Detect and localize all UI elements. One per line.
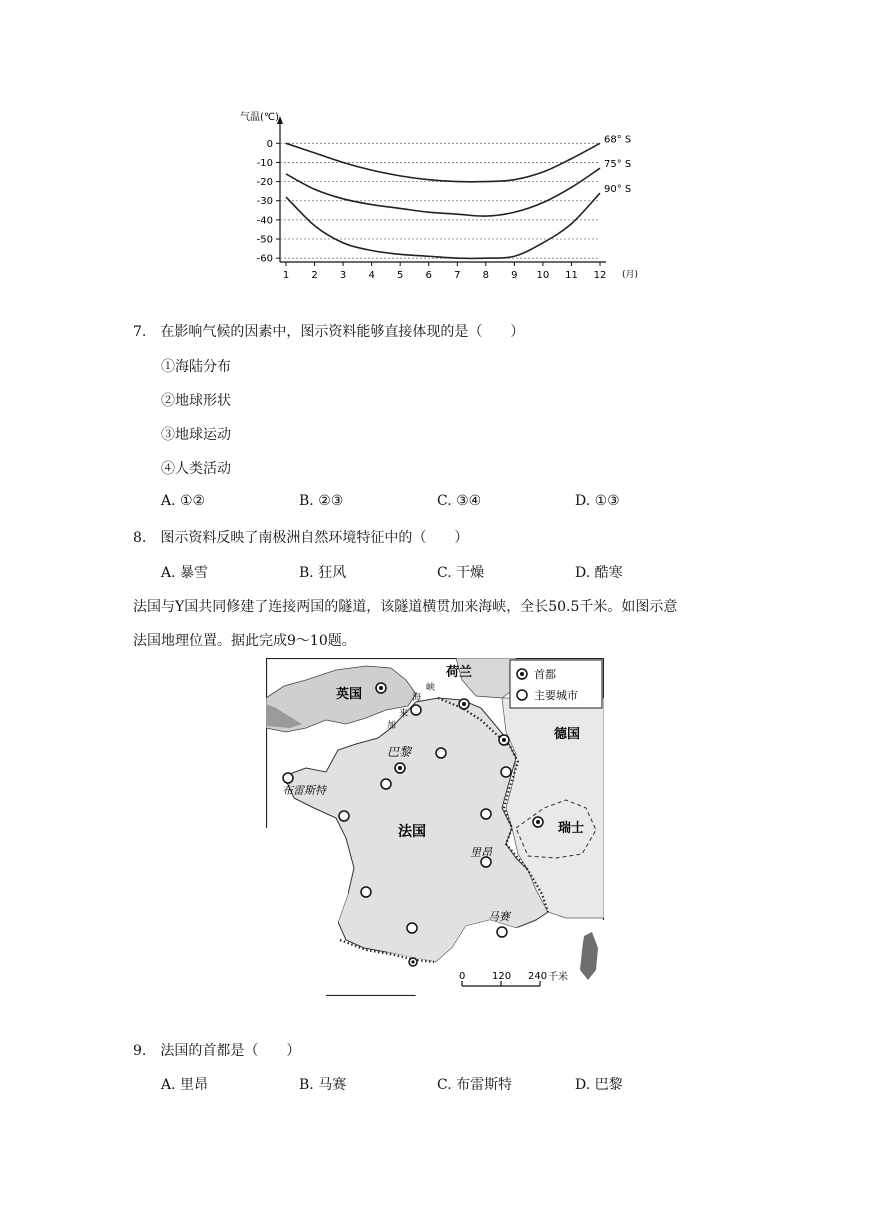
x-tick-label: 5	[396, 270, 404, 281]
y-axis-label: 气温(℃)	[240, 112, 280, 123]
scale-mid: 120	[492, 971, 512, 982]
label-paris: 巴黎	[387, 745, 412, 759]
q7-item-2: ②地球形状	[161, 393, 231, 409]
capital-marker-brussels	[459, 699, 469, 709]
passage-line-1: 法国与Y国共同修建了连接两国的隧道，该隧道横贯加来海峡，全长50.5千米。如图示意	[133, 599, 678, 615]
capital-marker-madrid-edge	[409, 958, 417, 966]
x-tick-label: 9	[511, 270, 518, 281]
q8-option-a[interactable]: A. 暴雪	[161, 565, 209, 581]
series-line-3	[286, 193, 600, 258]
label-strait-1: 海	[412, 693, 422, 703]
x-tick-label: 2	[311, 270, 318, 281]
y-tick-label: -60	[256, 253, 273, 265]
map-legend	[510, 660, 602, 708]
series-line-2	[286, 168, 600, 216]
capital-marker-bern	[533, 817, 543, 827]
y-tick-label: -40	[256, 215, 273, 227]
city-marker-calais	[411, 705, 421, 715]
x-tick-label: 8	[482, 270, 490, 281]
y-tick-label: -10	[256, 157, 273, 169]
x-tick-label: 4	[368, 270, 375, 281]
label-france: 法国	[398, 824, 426, 840]
q7-item-1: ①海陆分布	[161, 359, 231, 375]
q7-option-c[interactable]: C. ③④	[437, 493, 482, 509]
y-tick-label: 0	[266, 138, 273, 150]
city-marker-nantes	[339, 811, 349, 821]
q7-item-4: ④人类活动	[161, 461, 231, 477]
q9-option-b[interactable]: B. 马赛	[299, 1077, 347, 1093]
label-brest: 布雷斯特	[282, 784, 326, 797]
label-switzerland: 瑞士	[558, 821, 585, 836]
series-label-1: 68° S	[604, 134, 632, 146]
series-label-2: 75° S	[604, 159, 632, 171]
x-tick-label: 11	[565, 270, 578, 281]
q9-option-d[interactable]: D. 巴黎	[575, 1077, 623, 1093]
france-map	[266, 658, 604, 996]
capital-marker-london	[376, 683, 386, 693]
scale-max: 240	[528, 971, 548, 982]
q9-option-a[interactable]: A. 里昂	[161, 1077, 209, 1093]
q8-option-b[interactable]: B. 狂风	[299, 565, 347, 581]
y-tick-label: -20	[256, 177, 273, 189]
q7-item-3: ③地球运动	[161, 427, 231, 443]
x-axis-unit: (月)	[622, 270, 639, 280]
temperature-chart	[230, 100, 650, 290]
q9-option-c[interactable]: C. 布雷斯特	[437, 1077, 513, 1093]
city-marker-le-havre	[381, 779, 391, 789]
label-lyon: 里昂	[470, 846, 492, 859]
scale-zero: 0	[459, 971, 466, 982]
capital-marker-luxembourg	[499, 735, 509, 745]
y-tick-label: -30	[256, 196, 273, 208]
city-marker-toulouse	[407, 923, 417, 933]
city-marker-reims	[501, 767, 511, 777]
capital-marker-paris	[395, 763, 405, 773]
label-marseille: 马赛	[488, 910, 510, 923]
label-netherlands: 荷兰	[446, 665, 473, 680]
x-tick-label: 7	[454, 270, 461, 281]
city-marker-dijon	[481, 809, 491, 819]
x-tick-label: 1	[282, 270, 290, 281]
x-tick-label: 10	[536, 270, 550, 281]
city-marker-marseille	[497, 927, 507, 937]
series-label-3: 90° S	[604, 184, 632, 196]
q7-option-d[interactable]: D. ①③	[575, 493, 620, 509]
y-tick-label: -50	[256, 234, 273, 246]
x-tick-label: 6	[425, 270, 432, 281]
label-uk: 英国	[336, 687, 363, 702]
label-strait-2: 峡	[426, 683, 436, 693]
q7-option-a[interactable]: A. ①②	[161, 493, 206, 509]
q8-option-c[interactable]: C. 干燥	[437, 565, 485, 581]
passage-line-2: 法国地理位置。据此完成9～10题。	[133, 633, 356, 649]
city-marker-brest	[283, 773, 293, 783]
scale-unit: 千米	[548, 972, 568, 983]
label-germany: 德国	[554, 727, 581, 742]
label-strait-3: 来	[399, 709, 409, 719]
x-tick-label: 3	[339, 270, 347, 281]
question-8-stem: 8. 图示资料反映了南极洲自然环境特征中的（ ）	[133, 530, 469, 546]
city-marker-bordeaux	[361, 887, 371, 897]
legend-capital-label: 首都	[534, 668, 556, 681]
q8-option-d[interactable]: D. 酷寒	[575, 565, 623, 581]
q7-option-b[interactable]: B. ②③	[299, 493, 344, 509]
question-9-stem: 9. 法国的首都是（ ）	[133, 1043, 301, 1059]
x-tick-label: 12	[593, 270, 607, 281]
label-strait-4: 加	[387, 721, 397, 731]
legend-city-label: 主要城市	[534, 689, 578, 702]
question-7-stem: 7. 在影响气候的因素中，图示资料能够直接体现的是（ ）	[133, 324, 525, 340]
city-marker-rouen	[436, 748, 446, 758]
